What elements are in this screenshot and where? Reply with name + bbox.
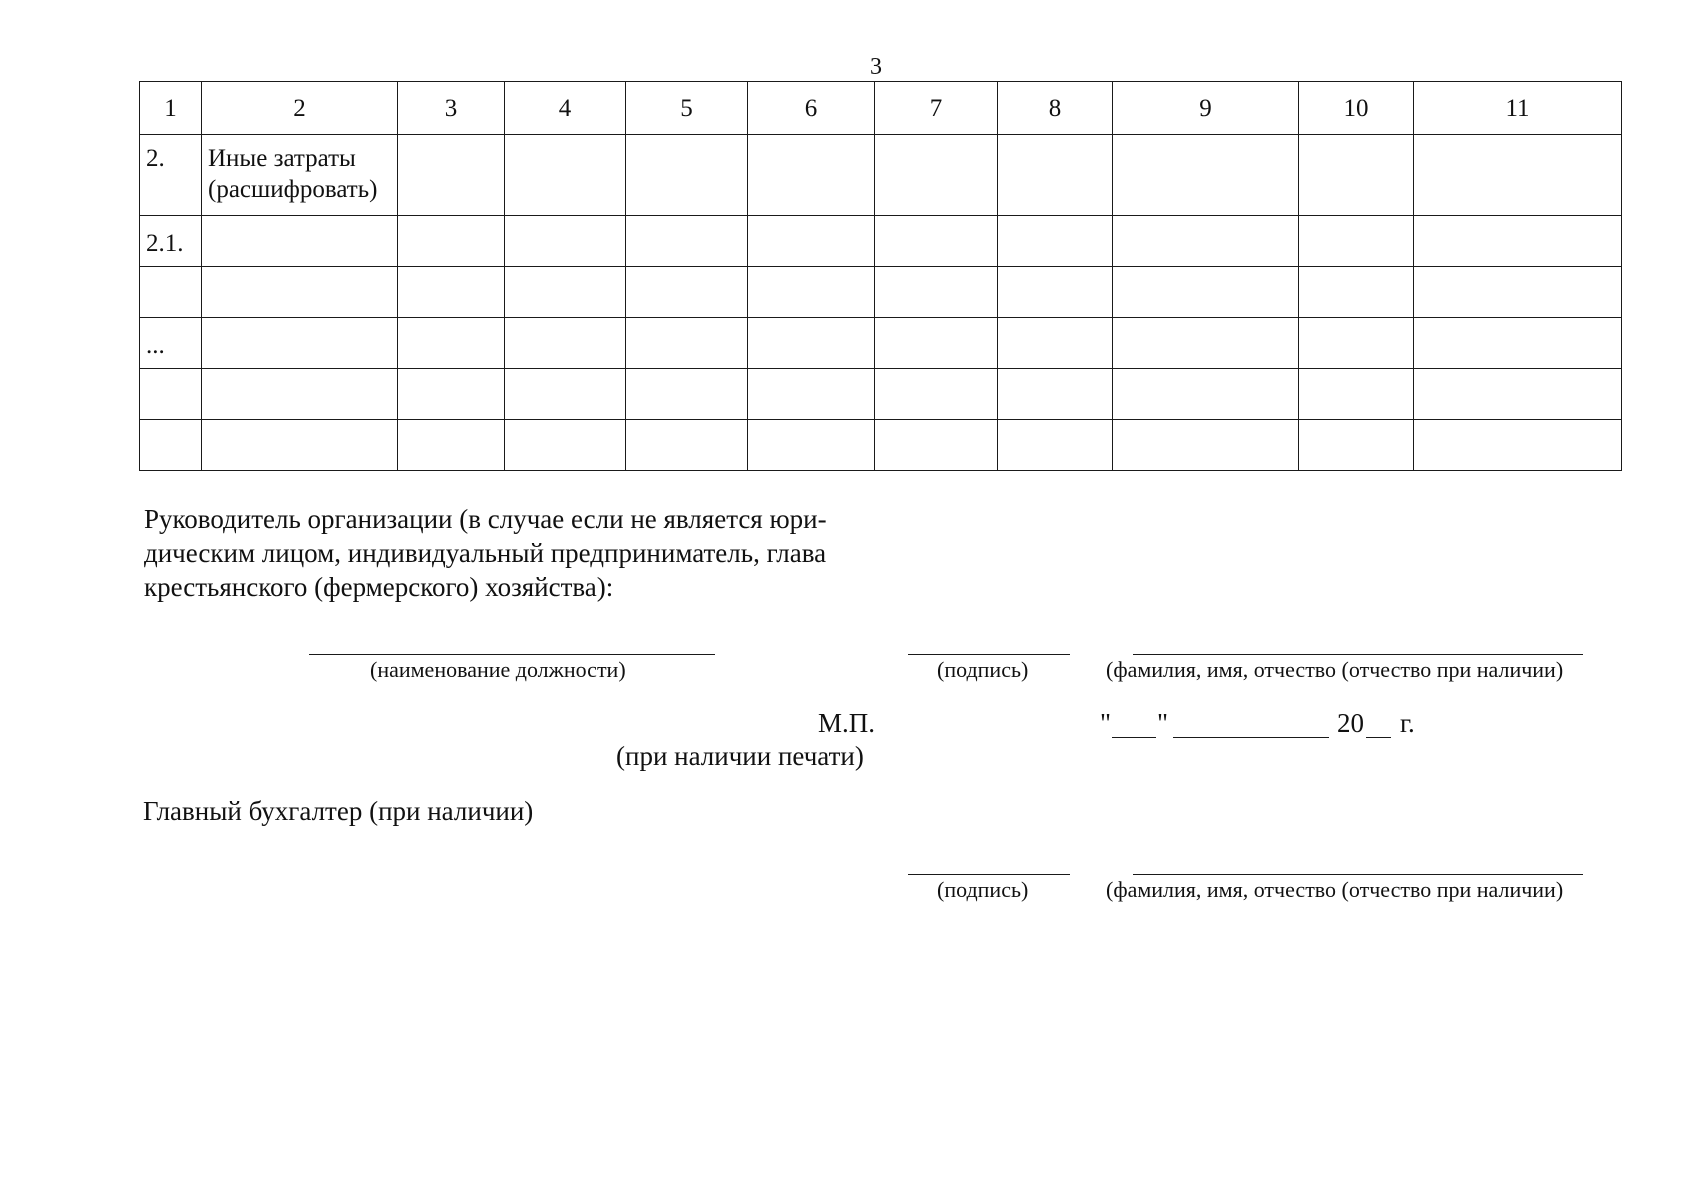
table-row (140, 420, 1622, 471)
table-row (140, 318, 1622, 369)
date-year-prefix: 20 (1337, 708, 1364, 738)
row-number: 2.1. (146, 230, 184, 257)
row-number (140, 369, 201, 381)
column-header: 6 (748, 82, 875, 135)
row-number (140, 267, 201, 279)
table-row (140, 135, 1622, 216)
column-header: 8 (998, 82, 1113, 135)
signature-caption: (подпись) (937, 657, 1029, 682)
position-caption: (наименование должности) (370, 657, 626, 682)
column-header: 2 (202, 82, 398, 135)
accountant-signature-line[interactable] (908, 874, 1070, 875)
date-day-line[interactable] (1112, 737, 1156, 738)
stamp-label: М.П. (818, 708, 876, 738)
column-header: 4 (505, 82, 626, 135)
head-of-organization-label: Руководитель организации (в случае если не является юри- дическим лицом, индивидуальный предприниматель, глава крестьянского (фермерского) хозяйства): (144, 504, 827, 602)
page-number: 3 (870, 54, 882, 80)
row-number: 2. (146, 145, 165, 172)
column-header: 3 (398, 82, 505, 135)
accountant-fio-caption: (фамилия, имя, отчество (отчество при наличии) (1106, 877, 1564, 902)
row-number: ... (146, 332, 165, 359)
position-line[interactable] (309, 654, 715, 655)
accountant-fio-line[interactable] (1133, 874, 1583, 875)
accountant-signature-caption: (подпись) (937, 877, 1029, 902)
stamp-note: (при наличии печати) (616, 741, 864, 771)
column-header: 1 (140, 82, 202, 135)
table-row (140, 216, 1622, 267)
fio-caption: (фамилия, имя, отчество (отчество при наличии) (1106, 657, 1564, 682)
table-row (140, 369, 1622, 420)
expenses-table (139, 81, 1622, 471)
fio-line[interactable] (1133, 654, 1583, 655)
date-open-quote: " (1100, 708, 1112, 738)
chief-accountant-label: Главный бухгалтер (при наличии) (143, 796, 534, 826)
row-name: Иные затраты (расшифровать) (208, 145, 378, 203)
column-header: 10 (1299, 82, 1414, 135)
column-header: 9 (1113, 82, 1299, 135)
date-month-line[interactable] (1173, 737, 1329, 738)
column-header: 5 (626, 82, 748, 135)
signature-line[interactable] (908, 654, 1070, 655)
date-close-quote: " (1157, 708, 1169, 738)
column-header: 7 (875, 82, 998, 135)
table-row (140, 267, 1622, 318)
date-year-line[interactable] (1366, 737, 1391, 738)
column-header: 11 (1414, 82, 1622, 135)
date-year-suffix: г. (1400, 708, 1415, 738)
table-header-row (140, 82, 1622, 135)
row-number (140, 420, 201, 432)
